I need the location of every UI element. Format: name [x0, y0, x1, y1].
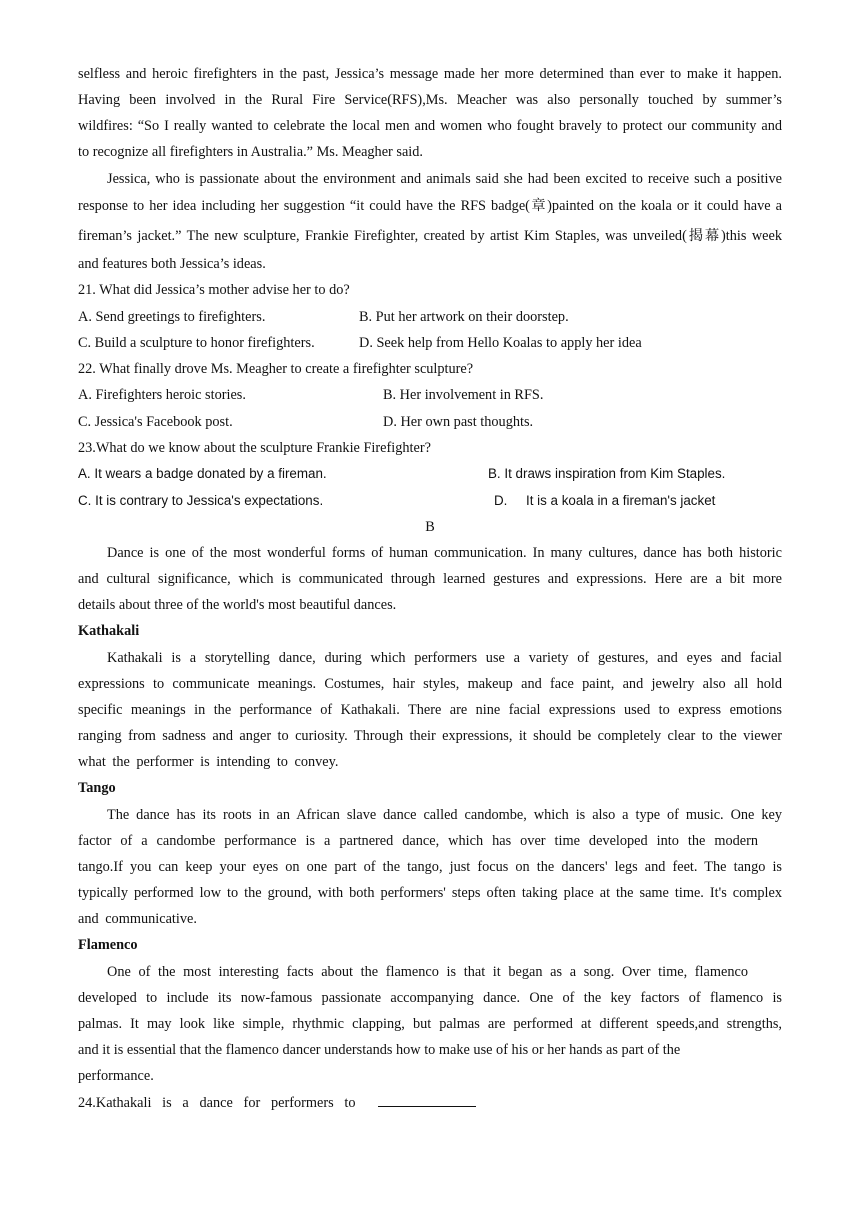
- paragraph-line: expressions to communicate meanings. Costumes, hair styles, makeup and face paint, and jewelry also all hold: [78, 676, 782, 692]
- question-23-stem: 23.What do we know about the sculpture Frankie Firefighter?: [78, 440, 431, 456]
- q22-option-d: D. Her own past thoughts.: [383, 414, 534, 430]
- q22-option-a: A. Firefighters heroic stories.: [78, 387, 246, 403]
- tango-heading: Tango: [78, 780, 116, 796]
- q23-option-c: C. It is contrary to Jessica's expectations.: [78, 493, 324, 508]
- q21-option-d: D. Seek help from Hello Koalas to apply her idea: [359, 335, 642, 351]
- paragraph-line: factor of a candombe performance is a partnered dance, which has over time developed into the modern: [78, 833, 758, 849]
- paragraph-line: to recognize all firefighters in Australia.” Ms. Meagher said.: [78, 144, 423, 160]
- paragraph-line: wildfires: “So I really wanted to celebrate the local men and women who fought bravely to protect our community and: [78, 118, 782, 134]
- q21-option-c: C. Build a sculpture to honor firefighters.: [78, 335, 315, 351]
- paragraph-line: Dance is one of the most wonderful forms of human communication. In many cultures, dance has both historic: [107, 545, 782, 561]
- paragraph-line: Having been involved in the Rural Fire Service(RFS),Ms. Meacher was also personally touched by summer’s: [78, 92, 782, 108]
- q23-option-a: A. It wears a badge donated by a fireman.: [78, 466, 327, 481]
- paragraph-line: what the performer is intending to convey.: [78, 754, 339, 770]
- paragraph-line: and it is essential that the flamenco dancer understands how to make use of his or her hands as part of the: [78, 1042, 681, 1058]
- paragraph-line: details about three of the world's most beautiful dances.: [78, 597, 397, 613]
- q22-option-b: B. Her involvement in RFS.: [383, 387, 544, 403]
- question-24: [78, 1092, 476, 1113]
- paragraph-line: typically performed low to the ground, with both performers' steps often taking place at the same time. It's complex: [78, 885, 782, 901]
- answer-blank: [378, 1092, 476, 1107]
- paragraph-line: Jessica, who is passionate about the environment and animals said she had been excited to receive such a positive: [107, 171, 782, 187]
- paragraph-line: performance.: [78, 1068, 154, 1084]
- q21-option-b: B. Put her artwork on their doorstep.: [359, 309, 569, 325]
- section-b-label: B: [425, 519, 435, 535]
- kathakali-heading: Kathakali: [78, 623, 140, 639]
- paragraph-line: and communicative.: [78, 911, 197, 927]
- paragraph-line: ranging from sadness and anger to curiosity. Through their expressions, it should be completely clear to the viewer: [78, 728, 782, 744]
- paragraph-line: tango.If you can keep your eyes on one part of the tango, just focus on the dancers' legs and feet. The tango is: [78, 859, 782, 875]
- q21-option-a: A. Send greetings to firefighters.: [78, 309, 266, 325]
- paragraph-line: fireman’s jacket.” The new sculpture, Frankie Firefighter, created by artist Kim Staples, was unveiled(揭幕)this week: [78, 228, 782, 244]
- q23-option-b: B. It draws inspiration from Kim Staples.: [488, 466, 726, 481]
- paragraph-line: selfless and heroic firefighters in the past, Jessica’s message made her more determined than ever to make it happen.: [78, 66, 782, 82]
- paragraph-line: palmas. It may look like simple, rhythmic clapping, but palmas are performed at different speeds,and strengths,: [78, 1016, 782, 1032]
- flamenco-heading: Flamenco: [78, 937, 138, 953]
- paragraph-line: and features both Jessica’s ideas.: [78, 256, 266, 272]
- q22-option-c: C. Jessica's Facebook post.: [78, 414, 233, 430]
- question-22-stem: 22. What finally drove Ms. Meagher to create a firefighter sculpture?: [78, 361, 474, 377]
- paragraph-line: response to her idea including her suggestion “it could have the RFS badge(章)painted on the koala or it could have a: [78, 198, 782, 214]
- paragraph-line: The dance has its roots in an African slave dance called candombe, which is also a type of music. One key: [107, 807, 782, 823]
- paragraph-line: Kathakali is a storytelling dance, during which performers use a variety of gestures, and eyes and facial: [107, 650, 782, 666]
- paragraph-line: One of the most interesting facts about the flamenco is that it began as a song. Over time, flamenco: [107, 964, 748, 980]
- paragraph-line: developed to include its now-famous passionate accompanying dance. One of the key factors of flamenco is: [78, 990, 782, 1006]
- question-21-stem: 21. What did Jessica’s mother advise her to do?: [78, 282, 350, 298]
- q23-option-d: D. It is a koala in a fireman's jacket: [494, 493, 716, 508]
- paragraph-line: and cultural significance, which is communicated through learned gestures and expressions. Here are a bit more: [78, 571, 782, 587]
- paragraph-line: specific meanings in the performance of Kathakali. There are nine facial expressions used to express emotions: [78, 702, 782, 718]
- question-24-stem: 24.Kathakali is a dance for performers to: [78, 1095, 356, 1111]
